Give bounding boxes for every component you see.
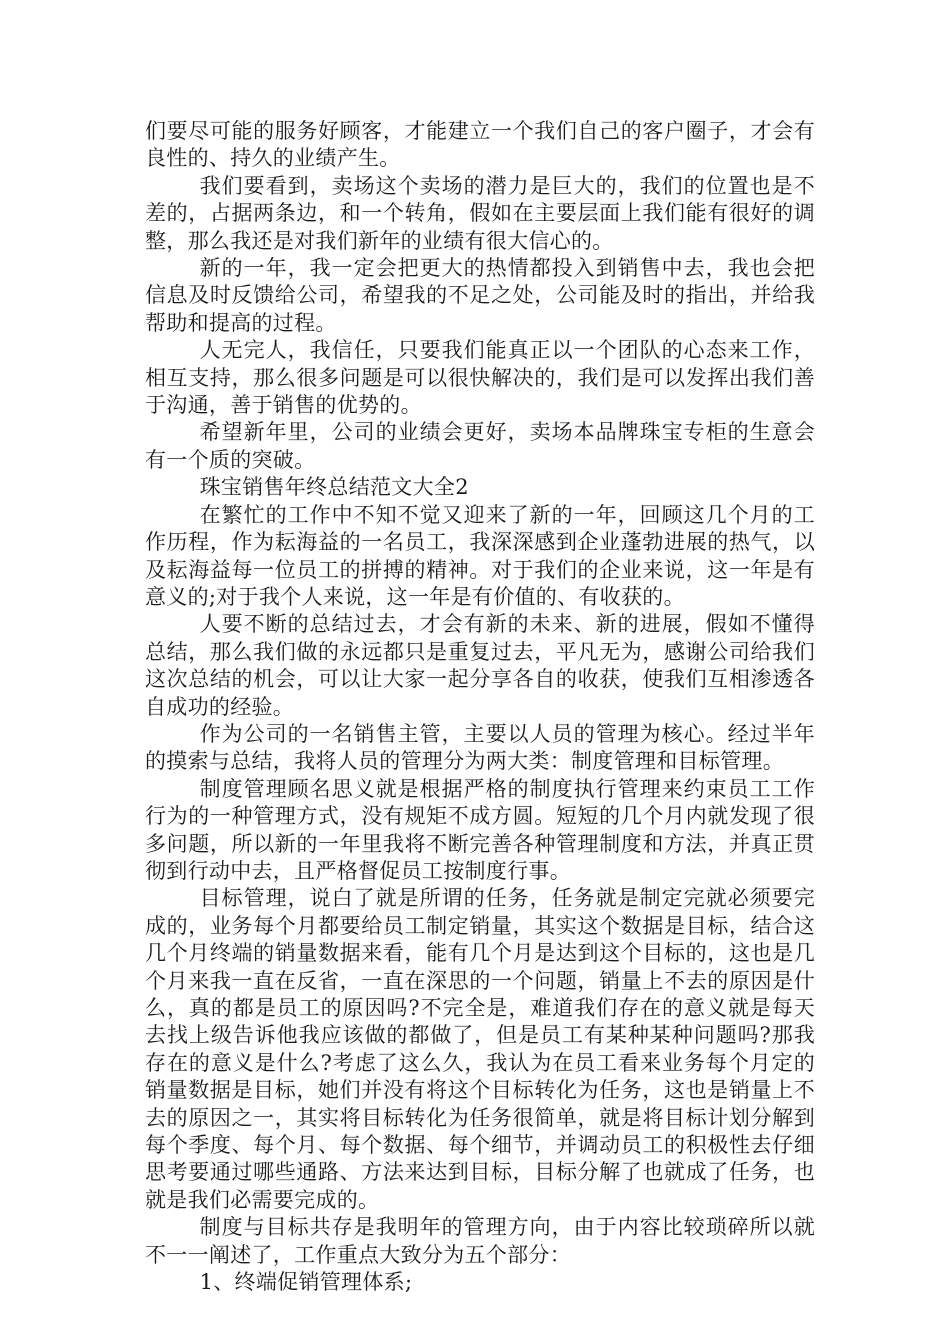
paragraph: 在繁忙的工作中不知不觉又迎来了新的一年，回顾这几个月的工作历程，作为耘海益的一名员工，我深深感到企业蓬勃进展的热气，以及耘海益每一位员工的拼搏的精神。对于我们的企业来说，这一年是有意义的;对于我个人来说，这一年是有价值的、有收获的。 <box>145 502 815 609</box>
paragraph: 我们要看到，卖场这个卖场的潜力是巨大的，我们的位置也是不差的，占据两条边，和一个转角，假如在主要层面上我们能有很好的调整，那么我还是对我们新年的业绩有很大信心的。 <box>145 173 815 253</box>
paragraph-continuation: 们要尽可能的服务好顾客，才能建立一个我们自己的客户圈子，才会有良性的、持久的业绩产生。 <box>145 119 815 171</box>
paragraph: 制度与目标共存是我明年的管理方向，由于内容比较琐碎所以就不一一阐述了，工作重点大致分为五个部分： <box>145 1215 815 1267</box>
paragraph: 人要不断的总结过去，才会有新的未来、新的进展，假如不懂得总结，那么我们做的永远都只是重复过去，平凡无为，感谢公司给我们这次总结的机会，可以让大家一起分享各自的收获，使我们互相渗透各自成功的经验。 <box>145 612 815 719</box>
list-item: 1、终端促销管理体系; <box>199 1270 413 1295</box>
paragraph: 新的一年，我一定会把更大的热情都投入到销售中去，我也会把信息及时反馈给公司，希望我的不足之处，公司能及时的指出，并给我帮助和提高的过程。 <box>145 256 815 335</box>
paragraph: 目标管理，说白了就是所谓的任务，任务就是制定完就必须要完成的，业务每个月都要给员工制定销量，其实这个数据是目标，结合这几个月终端的销量数据来看，能有几个月是达到这个目标的，这也是几个月来我一直在反省，一直在深思的一个问题，销量上不去的原因是什么，真的都是员工的原因吗?不完全是，难道我们存在的意义就是每天去找上级告诉他我应该做的都做了，但是员工有某种某种问题吗?那我存在的意义是什么?考虑了这么久，我认为在员工看来业务每个月定的销量数据是目标，她们并没有将这个目标转化为任务，这也是销量上不去的原因之一，其实将目标转化为任务很简单，就是将目标计划分解到每个季度、每个月、每个数据、每个细节，并调动员工的积极性去仔细思考要通过哪些通路、方法来达到目标，目标分解了也就成了任务，也就是我们必需要完成的。 <box>145 886 815 1212</box>
document-body <box>145 118 815 1296</box>
paragraph: 人无完人，我信任，只要我们能真正以一个团队的心态来工作，相互支持，那么很多问题是可以很快解决的，我们是可以发挥出我们善于沟通，善于销售的优势的。 <box>145 338 815 418</box>
paragraph: 希望新年里，公司的业绩会更好，卖场本品牌珠宝专柜的生意会有一个质的突破。 <box>145 420 815 472</box>
section-title: 珠宝销售年终总结范文大全2 <box>199 475 469 500</box>
paragraph: 作为公司的一名销售主管，主要以人员的管理为核心。经过半年的摸索与总结，我将人员的管理分为两大类：制度管理和目标管理。 <box>145 721 815 774</box>
paragraph: 制度管理顾名思义就是根据严格的制度执行管理来约束员工工作行为的一种管理方式，没有规矩不成方圆。短短的几个月内就发现了很多问题，所以新的一年里我将不断完善各种管理制度和方法，并真正贯彻到行动中去，且严格督促员工按制度行事。 <box>145 776 815 883</box>
